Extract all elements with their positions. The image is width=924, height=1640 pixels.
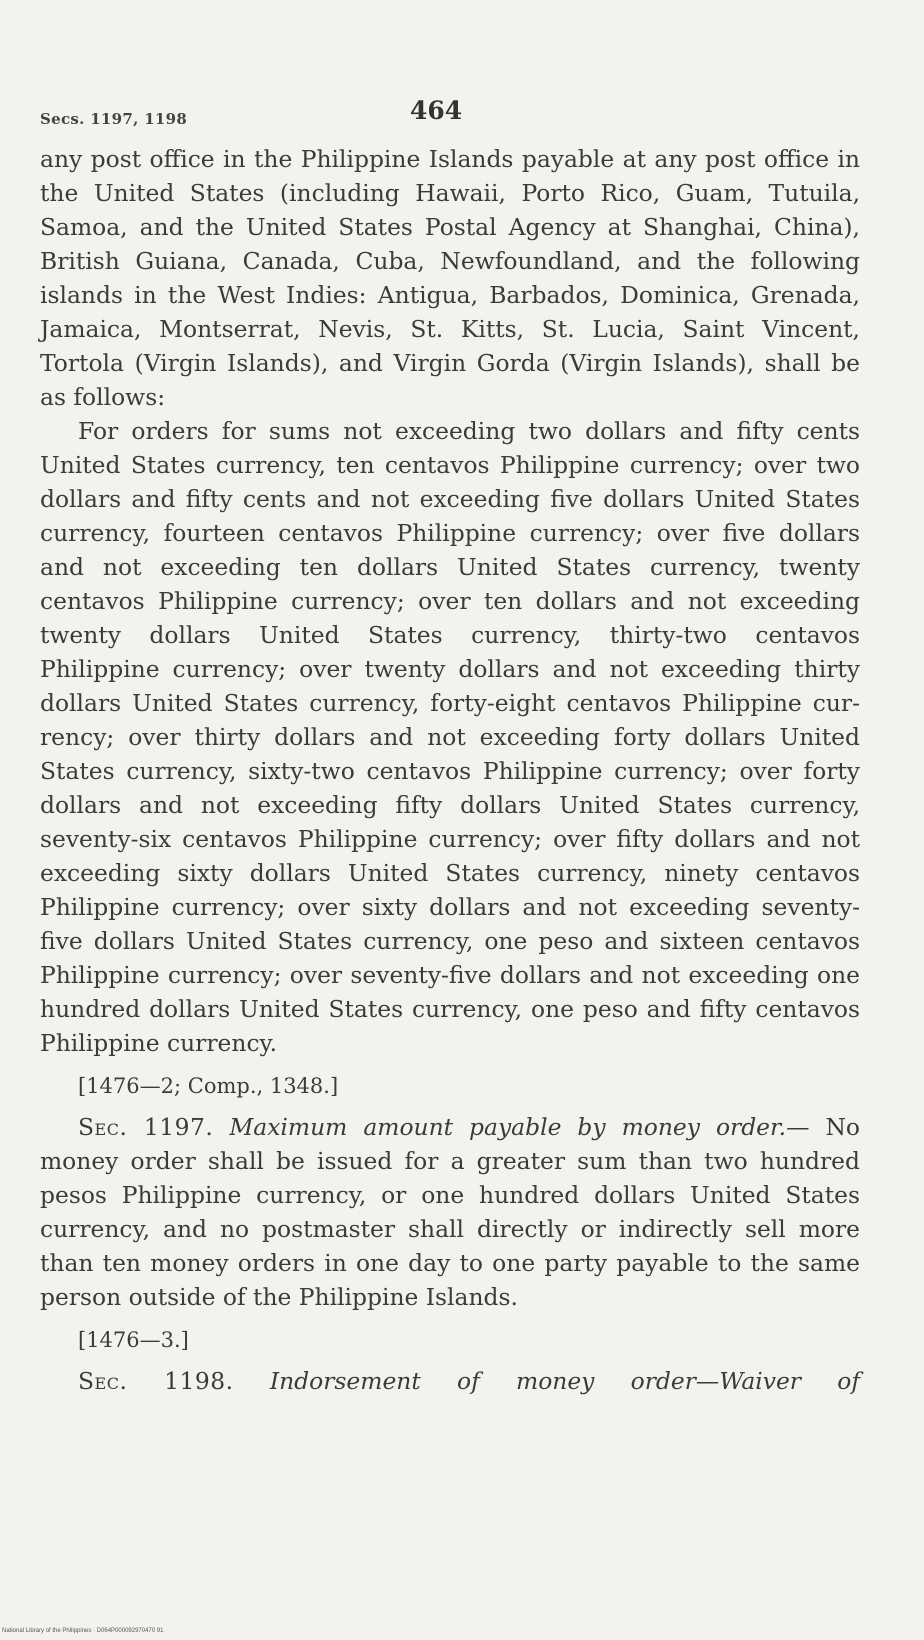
section-1197-text: No money order shall be issued for a greater sum than two hundred pesos Philippine currency, or one hundred dollars United States currency, and no postmaster shall directly or indirectly sell more than ten money orders in one day to one party payable to the same person outside of the Philippine Islands. [40, 1113, 861, 1311]
body-text [40, 142, 860, 1398]
section-1198-label: Sec. 1198. [78, 1367, 234, 1395]
paragraph-fee-schedule: For orders for sums not exceeding two dollars and fifty cents United States currency, ten centavos Philippine currency; over two dollars and fifty cents and not exceeding five dollars United States currency, fourteen centavos Philippine currency; over five dollars and not exceeding ten dollars United States currency, twenty centavos Philippine currency; over ten dollars and not exceeding twenty dollars United States currency, thirty-two centavos Philippine currency; over twenty dollars and not exceeding thirty dollars United States currency, forty-eight centavos Philippine currency; over thirty dollars and not exceeding forty dollars United States currency, sixty-two centavos Philippine currency; over forty dollars and not exceeding fifty dollars United States currency, seventy-six centavos Philippine currency; over fifty dollars and not exceeding sixty dollars United States currency, ninety centavos Philippine currency; over sixty dollars and not exceeding seventy-five dollars United States currency, one peso and sixteen centavos Philippine currency; over seventy-five dollars and not exceeding one hundred dollars United States currency, one peso and fifty centavos Philippine currency. [40, 417, 860, 1057]
section-1197-catchline: Maximum amount payable by money order.— [229, 1113, 810, 1141]
section-1197 [40, 1110, 860, 1314]
section-1198-catchline: Indorsement of money order—Waiver of [269, 1367, 860, 1395]
running-head [40, 96, 840, 136]
citation-1476-3: [1476—3.] [78, 1328, 189, 1352]
library-credit: National Library of the Philippines · D064P000092970470 91 [2, 1628, 164, 1634]
citation-1476-2: [1476—2; Comp., 1348.] [78, 1074, 339, 1098]
page-number: 464 [410, 96, 463, 125]
section-reference: Secs. 1197, 1198 [40, 110, 188, 128]
paragraph-fee-schedule-intro: any post office in the Philippine Islands payable at any post office in the United States (including Hawaii, Porto Rico, Guam, Tutuila, Samoa, and the United States Postal Agency at Shanghai, China), British Guiana, Canada, Cuba, Newfoundland, and the following islands in the West Indies: Antigua, Barbados, Dominica, Grenada, Jamaica, Montserrat, Nevis, St. Kitts, St. Lucia, Saint Vincent, Tortola (Virgin Islands), and Virgin Gorda (Virgin Islands), shall be as follows: [40, 145, 860, 411]
section-1198 [40, 1364, 860, 1398]
section-1197-label: Sec. 1197. [78, 1113, 214, 1141]
